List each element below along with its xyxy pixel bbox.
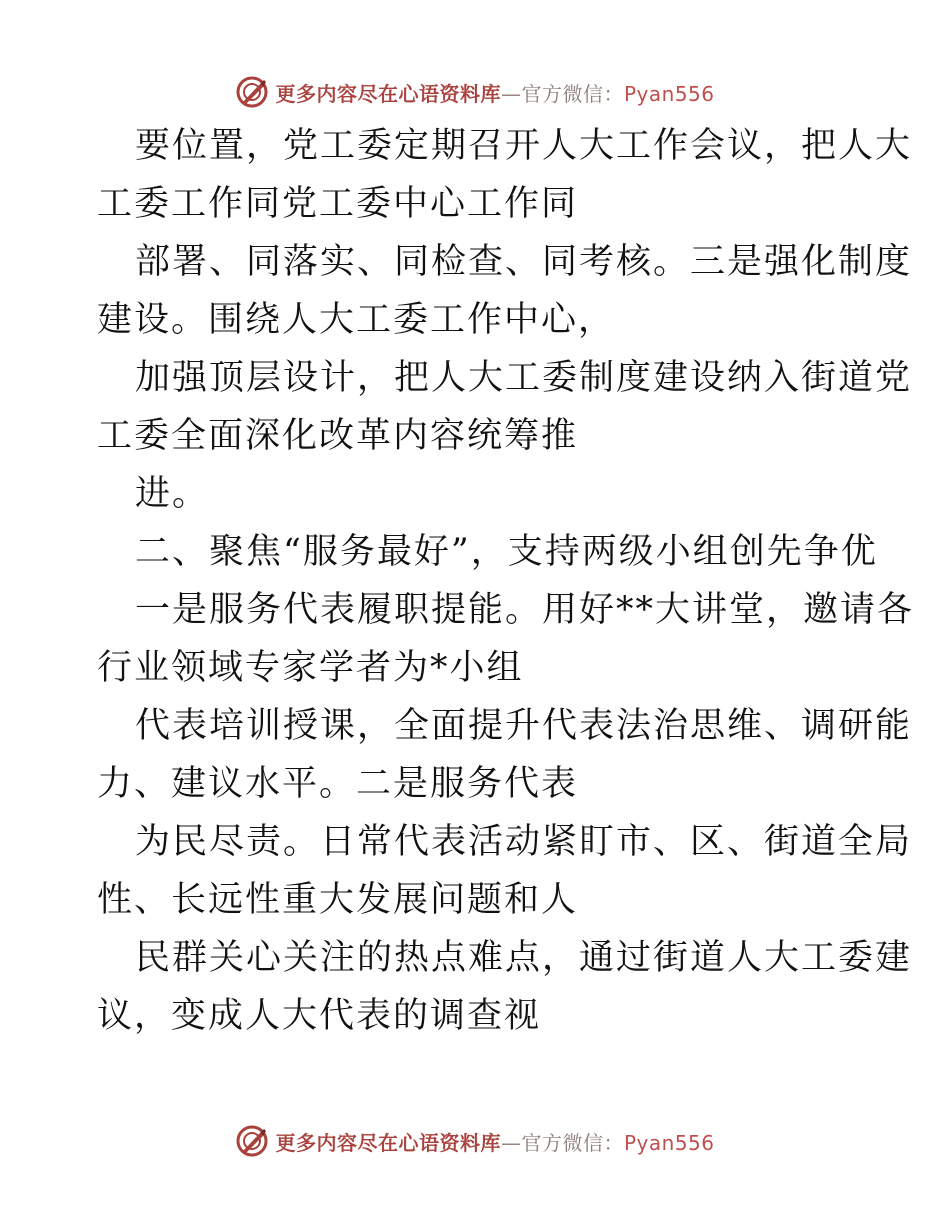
text-line: 代表培训授课，全面提升代表法治思维、调研能 (135, 706, 913, 746)
section-heading: 二、聚焦“服务最好”，支持两级小组创先争优 (135, 532, 878, 572)
banner-text (275, 1127, 714, 1156)
text-line: 一是服务代表履职提能。用好**大讲堂，邀请各 (135, 590, 915, 630)
text-line: 建设。围绕人大工委工作中心， (97, 300, 616, 340)
text-line: 加强顶层设计，把人大工委制度建设纳入街道党 (135, 358, 913, 398)
banner-separator: — (500, 81, 522, 106)
banner-text (275, 78, 714, 107)
banner-main-text: 更多内容尽在心语资料库 (275, 1130, 501, 1155)
text-line: 力、建议水平。二是服务代表 (97, 764, 579, 804)
pen-logo-icon (235, 75, 269, 109)
text-line: 民群关心关注的热点难点，通过街道人大工委建 (135, 938, 913, 978)
banner-wechat-id: Pyan556 (623, 81, 715, 106)
banner-official-label: 官方微信： (521, 1130, 624, 1155)
header-watermark-banner (0, 72, 950, 112)
text-line: 议，变成人大代表的调查视 (97, 996, 542, 1036)
text-line: 工委工作同党工委中心工作同 (97, 184, 579, 224)
text-line: 性、长远性重大发展问题和人 (97, 880, 579, 920)
pen-logo-icon (235, 1124, 269, 1158)
banner-main-text: 更多内容尽在心语资料库 (275, 81, 501, 106)
text-line: 为民尽责。日常代表活动紧盯市、区、街道全局 (135, 822, 913, 862)
text-line: 要位置，党工委定期召开人大工作会议，把人大 (135, 126, 913, 166)
banner-official-label: 官方微信： (521, 81, 624, 106)
text-line: 工委全面深化改革内容统筹推 (97, 416, 579, 456)
footer-watermark-banner (0, 1121, 950, 1161)
text-line: 部署、同落实、同检查、同考核。三是强化制度 (135, 242, 913, 282)
banner-wechat-id: Pyan556 (623, 1130, 715, 1155)
banner-separator: — (500, 1130, 522, 1155)
text-line: 进。 (135, 474, 210, 514)
text-line: 行业领域专家学者为*小组 (97, 648, 524, 688)
